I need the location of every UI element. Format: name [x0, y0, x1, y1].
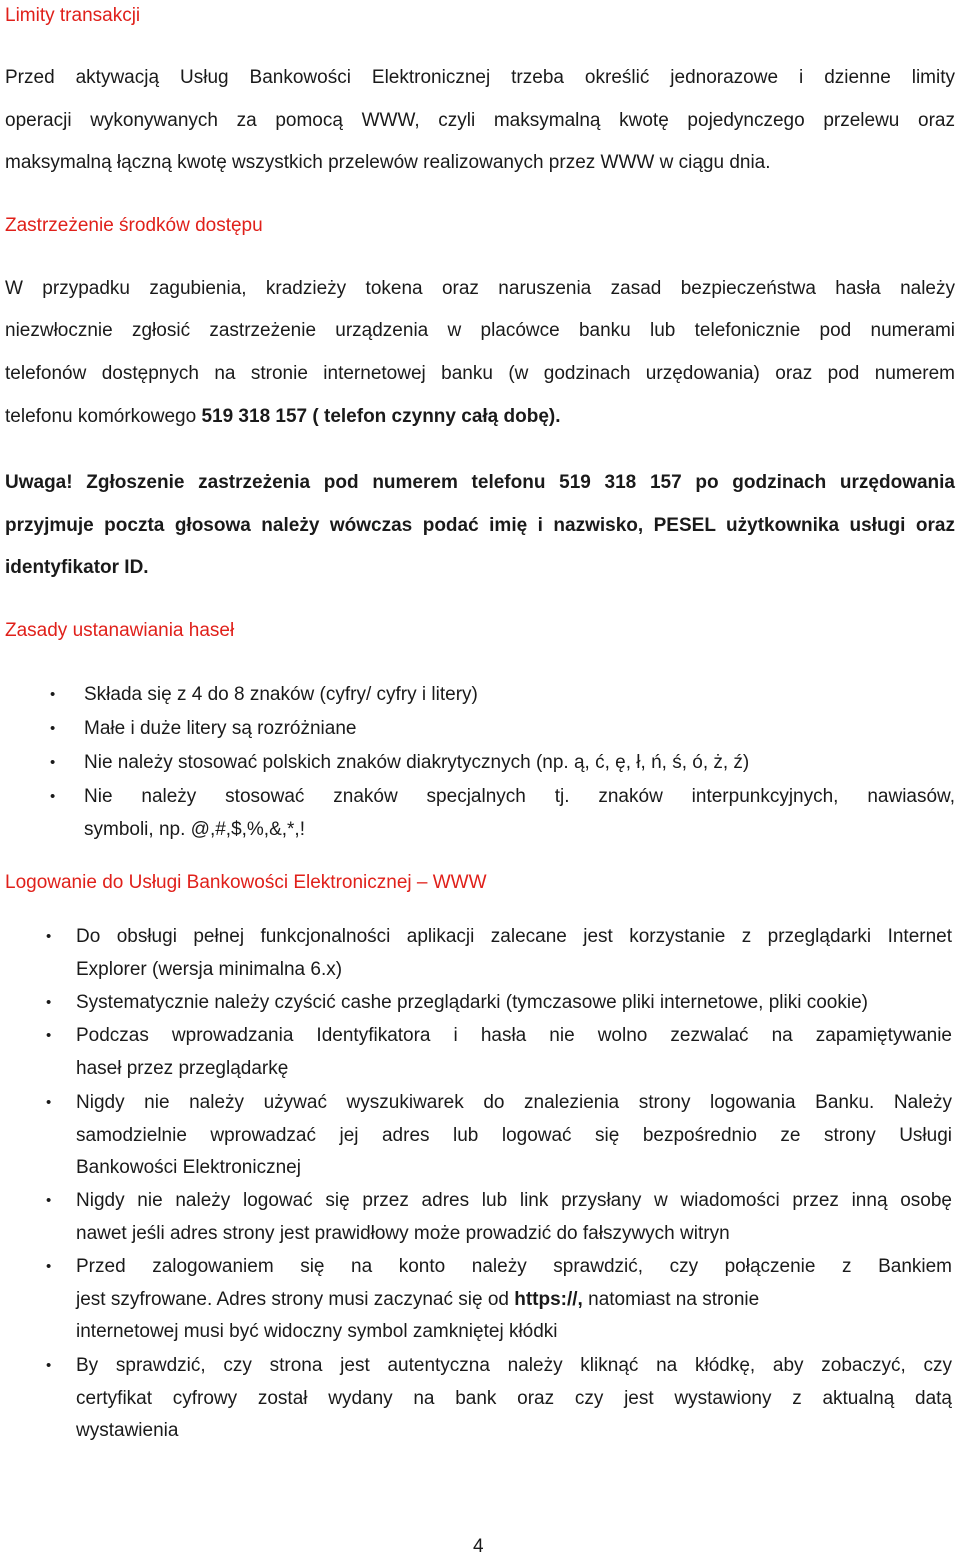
warning-line: Uwaga! Zgłoszenie zastrzeżenia pod numerem telefonu 519 318 157 po godzinach urzędowania: [5, 472, 955, 493]
heading-zasady-hasel: Zasady ustanawiania haseł: [5, 620, 235, 641]
paragraph-line: niezwłocznie zgłosić zastrzeżenie urządzenia w placówce banku lub telefonicznie pod numerami: [5, 320, 955, 341]
paragraph-line: maksymalną łączną kwotę wszystkich przelewów realizowanych przez WWW w ciągu dnia.: [5, 152, 771, 173]
paragraph-line: Przed aktywacją Usług Bankowości Elektronicznej trzeba określić jednorazowe i dzienne limity: [5, 67, 955, 88]
list-item-text: Nie należy stosować znaków specjalnych tj. znaków interpunkcyjnych, nawiasów,: [84, 786, 955, 807]
warning-line: przyjmuje poczta głosowa należy wówczas podać imię i nazwisko, PESEL użytkownika usługi oraz: [5, 515, 955, 536]
list-item-text: Podczas wprowadzania Identyfikatora i hasła nie wolno zezwalać na zapamiętywanie: [76, 1025, 952, 1046]
paragraph-line: W przypadku zagubienia, kradzieży tokena oraz naruszenia zasad bezpieczeństwa hasła należy: [5, 278, 955, 299]
list-item-text: Składa się z 4 do 8 znaków (cyfry/ cyfry i litery): [84, 684, 478, 705]
heading-zastrzezenie: Zastrzeżenie środków dostępu: [5, 215, 263, 236]
bullet-icon: •: [46, 1094, 52, 1111]
list-item-text: Nie należy stosować polskich znaków diakrytycznych (np. ą, ć, ę, ł, ń, ś, ó, ż, ź): [84, 752, 750, 773]
heading-logowanie: Logowanie do Usługi Bankowości Elektronicznej – WWW: [5, 872, 487, 893]
list-item-text: Nigdy nie należy logować się przez adres lub link przysłany w wiadomości przez inną osobę: [76, 1190, 952, 1211]
list-item-text: Systematycznie należy czyścić cashe przeglądarki (tymczasowe pliki internetowe, pliki cookie): [76, 992, 868, 1013]
bullet-icon: •: [50, 720, 56, 737]
bullet-icon: •: [46, 994, 52, 1011]
list-item-text: symboli, np. @,#,$,%,&,*,!: [84, 819, 305, 840]
warning-line: identyfikator ID.: [5, 557, 149, 578]
list-item-text: samodzielnie wprowadzać jej adres lub logować się bezpośrednio ze strony Usługi: [76, 1125, 952, 1146]
bullet-icon: •: [46, 928, 52, 945]
heading-limity-transakcji: Limity transakcji: [5, 5, 141, 26]
https-prefix: https://,: [514, 1289, 583, 1310]
list-item-text: Bankowości Elektronicznej: [76, 1157, 301, 1178]
list-item-text: wystawienia: [76, 1420, 179, 1441]
bullet-icon: •: [46, 1258, 52, 1275]
paragraph-line: [5, 406, 955, 428]
list-item-text: internetowej musi być widoczny symbol zamkniętej kłódki: [76, 1321, 558, 1342]
list-item-text: haseł przez przeglądarkę: [76, 1058, 289, 1079]
bullet-icon: •: [50, 788, 56, 805]
bullet-icon: •: [46, 1027, 52, 1044]
page-number: 4: [473, 1536, 484, 1557]
list-item-text: [76, 1289, 759, 1311]
paragraph-line: telefonów dostępnych na stronie internetowej banku (w godzinach urzędowania) oraz pod numerem: [5, 363, 955, 384]
list-item-text: Do obsługi pełnej funkcjonalności aplikacji zalecane jest korzystanie z przeglądarki Internet: [76, 926, 952, 947]
bullet-icon: •: [46, 1192, 52, 1209]
list-item-text: certyfikat cyfrowy został wydany na bank oraz czy jest wystawiony z aktualną datą: [76, 1388, 952, 1409]
paragraph-text: telefonu komórkowego: [5, 406, 202, 427]
bullet-icon: •: [46, 1357, 52, 1374]
list-item-text-part: natomiast na stronie: [582, 1289, 760, 1310]
bullet-icon: •: [50, 686, 56, 703]
list-item-text: Explorer (wersja minimalna 6.x): [76, 959, 343, 980]
list-item-text: Małe i duże litery są rozróżniane: [84, 718, 357, 739]
paragraph-line: operacji wykonywanych za pomocą WWW, czyli maksymalną kwotę pojedynczego przelewu oraz: [5, 110, 955, 131]
emergency-phone-number: 519 318 157 ( telefon czynny całą dobę).: [201, 406, 561, 427]
list-item-text-part: jest szyfrowane. Adres strony musi zaczynać się od: [76, 1289, 515, 1310]
list-item-text: nawet jeśli adres strony jest prawidłowy może prowadzić do fałszywych witryn: [76, 1223, 730, 1244]
list-item-text: Przed zalogowaniem się na konto należy sprawdzić, czy połączenie z Bankiem: [76, 1256, 952, 1277]
list-item-text: By sprawdzić, czy strona jest autentyczna należy kliknąć na kłódkę, aby zobaczyć, czy: [76, 1355, 952, 1376]
list-item-text: Nigdy nie należy używać wyszukiwarek do znalezienia strony logowania Banku. Należy: [76, 1092, 952, 1113]
bullet-icon: •: [50, 754, 56, 771]
